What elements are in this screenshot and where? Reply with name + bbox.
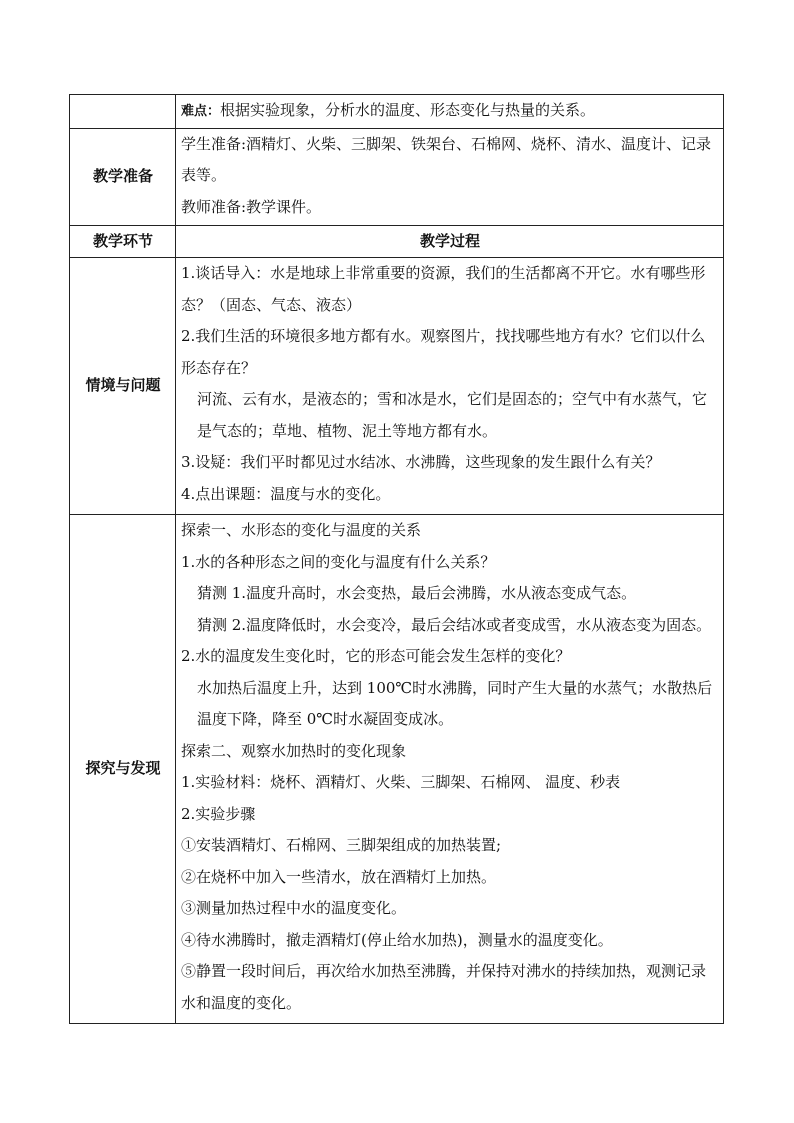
column-header-stage: 教学环节	[70, 225, 176, 258]
situation-cell	[176, 258, 724, 515]
experiment-step: ③测量加热过程中水的温度变化。	[181, 899, 407, 917]
difficulty-prefix: 难点：	[181, 104, 221, 119]
experiment-step: ①安装酒精灯、石棉网、三脚架组成的加热装置;	[181, 836, 502, 854]
explore-section-heading: 探索一、水形态的变化与温度的关系	[181, 521, 422, 539]
situation-paragraph: 3.设疑：我们平时都见过水结冰、水沸腾，这些现象的发生跟什么有关？	[181, 453, 661, 471]
explore-paragraph: 2.实验步骤	[181, 804, 256, 823]
explore-paragraph: 猜测 1.温度升高时，水会变热，最后会沸腾，水从液态变成气态。	[197, 584, 637, 602]
student-preparation-text: 学生准备:酒精灯、火柴、三脚架、铁架台、石棉网、烧杯、清水、温度计、记录表等。	[181, 134, 712, 184]
difficulty-cell	[176, 95, 724, 129]
situation-row	[70, 258, 724, 515]
explore-paragraph: 水加热后温度上升，达到 100℃时水沸腾，同时产生大量的水蒸气；水散热后温度下降，降至 0℃时水凝固变成冰。	[197, 678, 713, 728]
teacher-preparation-text: 教师准备:教学课件。	[181, 197, 322, 216]
situation-paragraph: 2.我们生活的环境很多地方都有水。观察图片，找找哪些地方有水？它们以什么形态存在？	[181, 327, 706, 377]
experiment-step: ④待水沸腾时，撤走酒精灯(停止给水加热)，测量水的温度变化。	[181, 930, 613, 949]
difficulty-row-label	[70, 95, 176, 129]
explore-paragraph: 猜测 2.温度降低时，水会变冷，最后会结冰或者变成雪，水从液态变为固态。	[197, 615, 712, 634]
explore-label: 探究与发现	[70, 515, 176, 1024]
explore-paragraph: 1.水的各种形态之间的变化与温度有什么关系？	[181, 552, 496, 571]
situation-paragraph: 4.点出课题：温度与水的变化。	[181, 484, 391, 503]
difficulty-text: 根据实验现象，分析水的温度、形态变化与热量的关系。	[220, 101, 596, 119]
situation-label: 情境与问题	[70, 258, 176, 515]
experiment-step: ②在烧杯中加入一些清水，放在酒精灯上加热。	[181, 867, 497, 886]
explore-paragraph: 1.实验材料：烧杯、酒精灯、火柴、三脚架、石棉网、 温度、秒表	[181, 773, 621, 791]
situation-paragraph: 河流、云有水，是液态的；雪和冰是水，它们是固态的；空气中有水蒸气，它是气态的；草地、植物、泥土等地方都有水。	[197, 390, 708, 440]
experiment-step: ⑤静置一段时间后，再次给水加热至沸腾，并保持对沸水的持续加热，观测记录水和温度的变化。	[181, 962, 707, 1012]
column-header-process: 教学过程	[176, 225, 724, 258]
explore-row	[70, 515, 724, 1024]
header-row	[70, 225, 724, 258]
preparation-label: 教学准备	[70, 128, 176, 225]
explore-paragraph: 2.水的温度发生变化时，它的形态可能会发生怎样的变化？	[181, 647, 571, 665]
explore-cell	[176, 515, 724, 1024]
explore-section-heading: 探索二、观察水加热时的变化现象	[181, 741, 407, 760]
preparation-row	[70, 128, 724, 225]
difficulty-row	[70, 95, 724, 129]
lesson-plan-table	[69, 94, 724, 1024]
situation-paragraph: 1.谈话导入：水是地球上非常重要的资源，我们的生活都离不开它。水有哪些形态？（固态、气态、液态）	[181, 264, 706, 314]
preparation-cell	[176, 128, 724, 225]
